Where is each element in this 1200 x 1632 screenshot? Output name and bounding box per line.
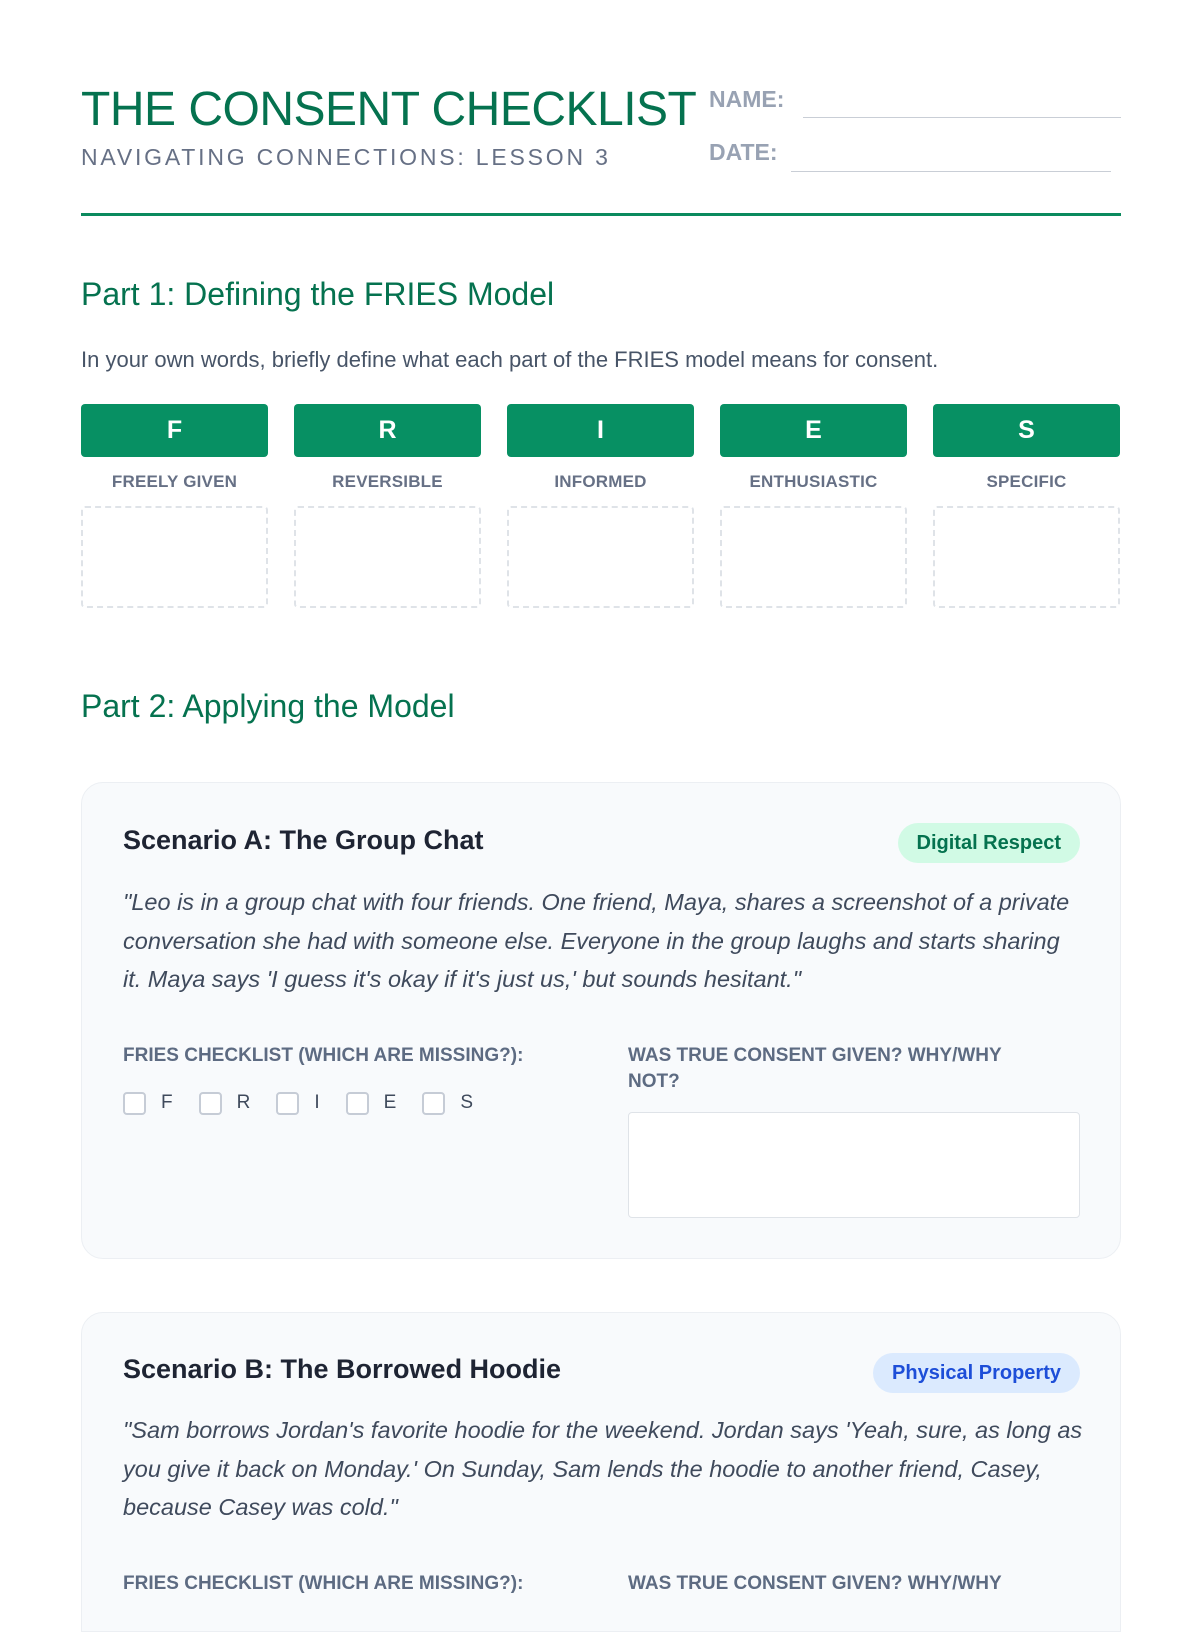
fries-letter-f: F <box>81 404 268 457</box>
fries-letter-s: S <box>933 404 1120 457</box>
scenario-card-b <box>81 1312 1121 1632</box>
header-divider <box>81 213 1121 216</box>
fries-checklist <box>123 1089 499 1117</box>
page-subtitle: NAVIGATING CONNECTIONS: LESSON 3 <box>81 144 611 170</box>
page-title: THE CONSENT CHECKLIST <box>81 83 697 136</box>
fries-definition-box-e[interactable] <box>720 506 907 608</box>
fries-column-f <box>81 404 268 608</box>
checklist-item-i[interactable] <box>276 1092 319 1115</box>
checklist-item-r[interactable] <box>199 1092 251 1115</box>
fries-definition-box-f[interactable] <box>81 506 268 608</box>
date-field[interactable] <box>791 171 1111 172</box>
checkbox-label: S <box>460 1092 473 1113</box>
consent-question-label: WAS TRUE CONSENT GIVEN? WHY/WHY <box>628 1573 1002 1594</box>
checklist-item-e[interactable] <box>346 1092 397 1115</box>
checkbox[interactable] <box>199 1092 222 1115</box>
fries-definition-box-i[interactable] <box>507 506 694 608</box>
checklist-item-s[interactable] <box>422 1092 473 1115</box>
checkbox-label: F <box>161 1092 173 1113</box>
fries-column-r <box>294 404 481 608</box>
consent-question-label: WAS TRUE CONSENT GIVEN? WHY/WHY NOT? <box>628 1045 1002 1092</box>
name-label: NAME: <box>709 86 785 112</box>
checkbox[interactable] <box>422 1092 445 1115</box>
scenario-tag: Physical Property <box>873 1353 1080 1393</box>
fries-name-e: ENTHUSIASTIC <box>749 472 878 491</box>
scenario-quote: "Leo is in a group chat with four friends. One friend, Maya, shares a screenshot of a private conversation she had with someone else. Everyone in the group laughs and starts sharing it. Maya says 'I guess it's okay if it's just us,' but sounds hesitant." <box>123 889 1070 992</box>
checkbox-label: I <box>314 1092 320 1113</box>
checkbox[interactable] <box>123 1092 146 1115</box>
checkbox[interactable] <box>346 1092 369 1115</box>
checkbox[interactable] <box>276 1092 299 1115</box>
fries-column-s <box>933 404 1120 608</box>
scenario-title: Scenario B: The Borrowed Hoodie <box>123 1354 562 1384</box>
fries-name-i: INFORMED <box>554 472 647 491</box>
part2-title: Part 2: Applying the Model <box>81 688 455 724</box>
fries-definition-box-s[interactable] <box>933 506 1120 608</box>
scenario-quote: "Sam borrows Jordan's favorite hoodie for the weekend. Jordan says 'Yeah, sure, as long as you give it back on Monday.' On Sunday, Sam lends the hoodie to another friend, Casey, because Casey was cold." <box>123 1417 1083 1520</box>
part1-instructions: In your own words, briefly define what each part of the FRIES model means for consent. <box>81 347 939 372</box>
consent-answer-box[interactable] <box>628 1112 1080 1218</box>
scenario-tag: Digital Respect <box>898 823 1080 863</box>
scenario-title: Scenario A: The Group Chat <box>123 825 484 855</box>
checklist-label: FRIES CHECKLIST (WHICH ARE MISSING?): <box>123 1573 524 1594</box>
fries-column-e <box>720 404 907 608</box>
fries-letter-r: R <box>294 404 481 457</box>
date-label: DATE: <box>709 139 778 165</box>
checklist-label: FRIES CHECKLIST (WHICH ARE MISSING?): <box>123 1045 524 1066</box>
checklist-item-f[interactable] <box>123 1092 173 1115</box>
fries-name-s: SPECIFIC <box>986 472 1067 491</box>
fries-letter-i: I <box>507 404 694 457</box>
checkbox-label: R <box>236 1092 251 1113</box>
worksheet-header <box>81 82 1121 216</box>
fries-definition-box-r[interactable] <box>294 506 481 608</box>
checkbox-label: E <box>383 1092 397 1113</box>
fries-column-i <box>507 404 694 608</box>
part1-title: Part 1: Defining the FRIES Model <box>81 276 555 312</box>
fries-name-r: REVERSIBLE <box>332 472 443 491</box>
scenario-card-a <box>81 782 1121 1259</box>
name-field[interactable] <box>803 117 1121 118</box>
fries-name-f: FREELY GIVEN <box>111 472 238 491</box>
fries-letter-e: E <box>720 404 907 457</box>
